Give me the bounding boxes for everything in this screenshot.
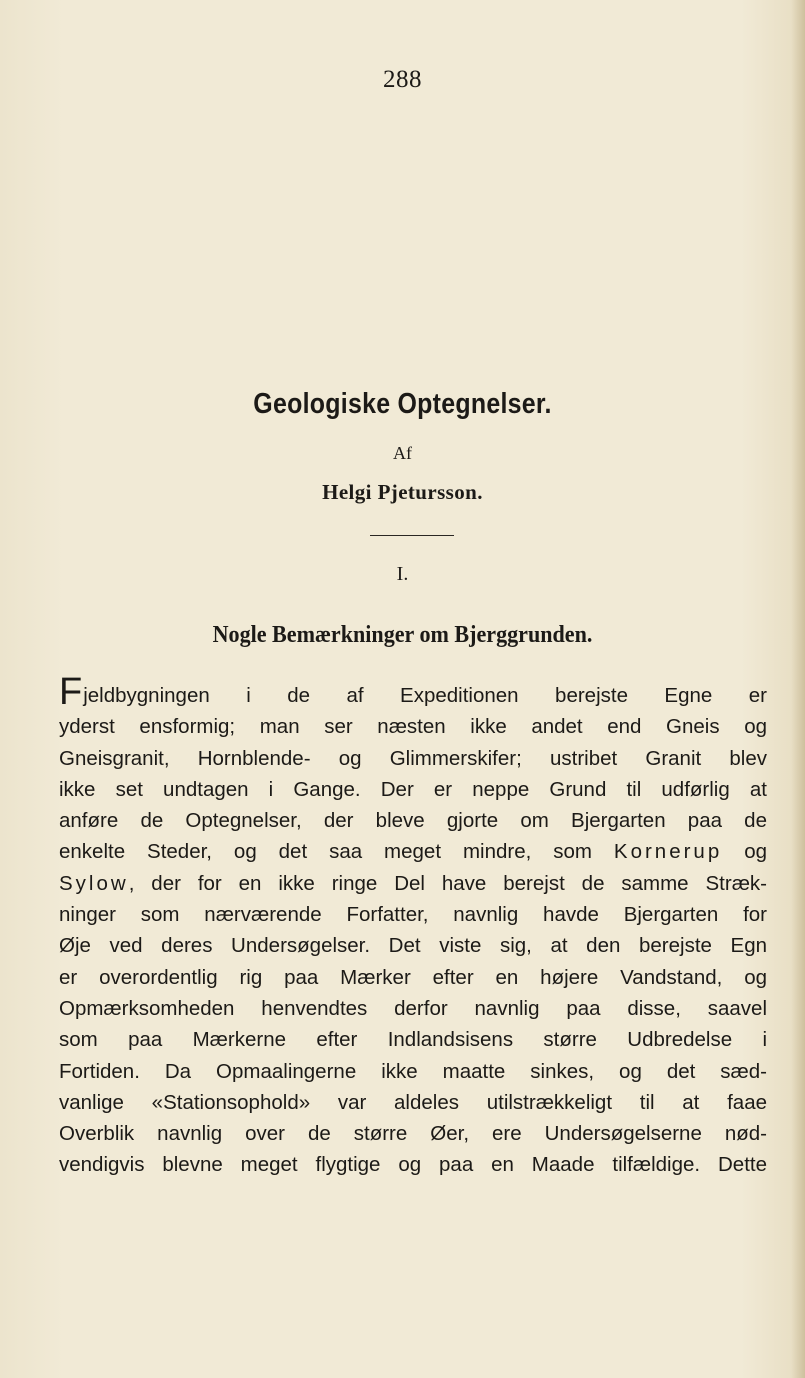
body-line-6 (59, 836, 767, 867)
author-name: Helgi Pjetursson. (322, 480, 483, 504)
body-line-7 (59, 868, 767, 899)
word-og: og (744, 840, 767, 864)
body-line-text: , der for en ikke ringe Del have berejst de samme Stræk- (128, 871, 767, 895)
drop-cap: F (59, 671, 83, 713)
body-line-11: Opmærksomheden henvendtes derfor navnlig paa disse, saavel (59, 996, 767, 1020)
body-line-8: ninger som nærværende Forfatter, navnlig havde Bjergarten for (59, 903, 767, 927)
byline-prefix: Af (393, 443, 412, 463)
section-number: I. (396, 563, 409, 585)
body-line-text: enkelte Steder, og det saa meget mindre, som (59, 840, 592, 864)
article-title: Geologiske Optegnelser. (253, 388, 552, 420)
body-line-10: er overordentlig rig paa Mærker efter en højere Vandstand, og (59, 965, 767, 989)
body-text (59, 671, 767, 1181)
body-line-text: jeldbygningen i de af Expeditionen berejste Egne er (83, 684, 767, 707)
body-line-4: ikke set undtagen i Gange. Der er neppe Grund til udførlig at (59, 777, 767, 801)
name-sylow: Sylow (59, 871, 129, 895)
body-line-2: yderst ensformig; man ser næsten ikke andet end Gneis og (59, 715, 767, 739)
body-line-13: Fortiden. Da Opmaalingerne ikke maatte sinkes, og det sæd- (59, 1059, 767, 1083)
body-line-3: Gneisgranit, Hornblende- og Glimmerskifer; ustribet Granit blev (59, 746, 767, 770)
body-line-16: vendigvis blevne meget flygtige og paa en Maade tilfældige. Dette (59, 1153, 767, 1177)
body-line-15: Overblik navnlig over de større Øer, ere Undersøgelserne nød- (59, 1122, 767, 1146)
body-line-5: anføre de Optegnelser, der bleve gjorte om Bjergarten paa de (59, 809, 767, 833)
body-line-1 (59, 671, 767, 713)
section-title: Nogle Bemærkninger om Bjerggrunden. (212, 622, 593, 648)
body-line-9: Øje ved deres Undersøgelser. Det viste sig, at den berejste Egn (59, 934, 767, 958)
title-divider (370, 535, 454, 536)
body-line-12: som paa Mærkerne efter Indlandsisens større Udbredelse i (59, 1028, 767, 1052)
page-number: 288 (383, 66, 422, 93)
page-edge-shadow (791, 0, 805, 1378)
body-line-14: vanlige «Stationsophold» var aldeles utilstrækkeligt til at faae (59, 1090, 767, 1114)
name-kornerup: Kornerup (613, 840, 723, 864)
